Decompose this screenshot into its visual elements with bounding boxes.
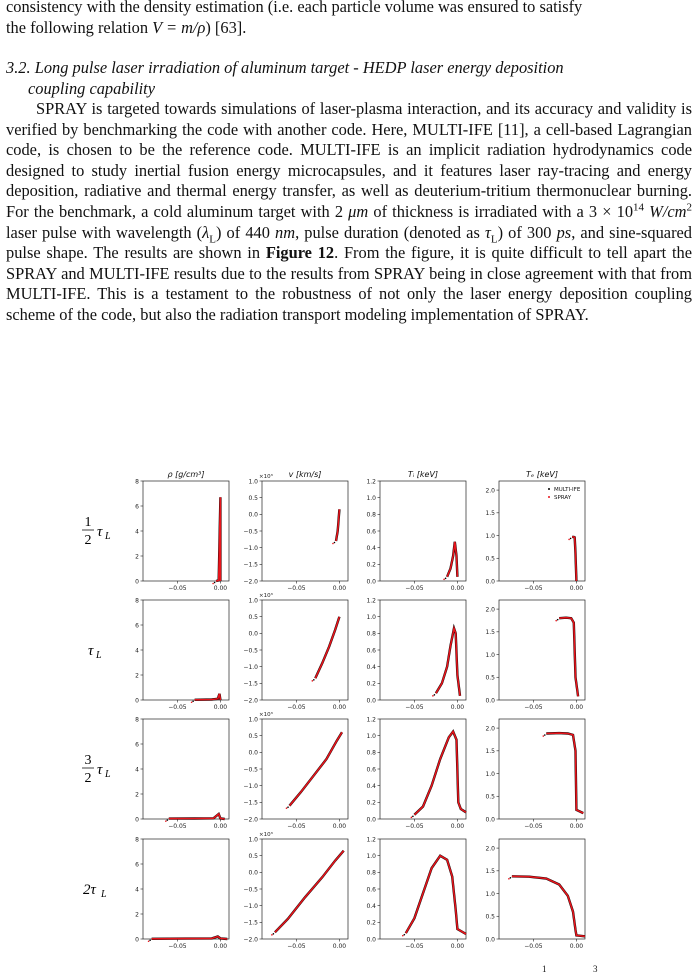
x-tick-label: 0.00: [569, 704, 584, 711]
y-tick-label: 0.5: [248, 613, 258, 621]
body-text-4: ) of 440: [215, 222, 276, 242]
y-tick-label: 0.5: [248, 852, 258, 860]
multi-ife-point: [334, 542, 336, 544]
y-tick-label: 0.5: [485, 793, 495, 801]
unit-um: μm: [348, 201, 369, 221]
axes-frame: [143, 481, 229, 581]
multi-ife-point: [167, 819, 169, 821]
x-tick-label: 0.00: [332, 943, 347, 950]
y-tick-label: 1.5: [485, 748, 495, 756]
legend-label-spray: SPRAY: [554, 495, 572, 501]
row-label-subscript: L: [105, 531, 111, 542]
y-tick-label: −0.5: [243, 528, 258, 536]
x-tick-label: 0.00: [450, 823, 465, 830]
row-label: [82, 515, 111, 548]
x-tick-label: 0.00: [569, 823, 584, 830]
x-tick-label: 0.00: [450, 585, 465, 592]
y-tick-label: 0.2: [366, 680, 376, 688]
multi-ife-point: [214, 582, 216, 584]
spray-series: [512, 876, 585, 936]
y-tick-label: 0: [135, 816, 139, 824]
axes-frame: [499, 600, 585, 700]
x-tick-label: 0.00: [213, 943, 228, 950]
y-tick-label: −1.0: [243, 663, 258, 671]
spray-point: [402, 935, 404, 937]
y-tick-label: 0.8: [366, 511, 376, 519]
y-tick-label: 0.6: [366, 528, 376, 536]
axes-frame: [499, 481, 585, 581]
body-text-3: laser pulse with wavelength (: [6, 222, 203, 242]
axis-scale-label: ×10³: [259, 712, 273, 718]
x-tick-label: 0.00: [332, 704, 347, 711]
spray-point: [543, 735, 545, 737]
row-label-subscript: L: [101, 889, 107, 900]
y-tick-label: 0.0: [248, 749, 258, 757]
exponent-2: 2: [686, 201, 692, 214]
legend-label-multi-ife: MULTI-IFE: [554, 487, 581, 493]
spray-series: [414, 732, 466, 815]
multi-ife-point: [404, 934, 406, 936]
x-tick-label: −0.05: [168, 704, 187, 711]
body-text-2: of thickness is irradiated with a 3 × 10: [368, 201, 634, 221]
y-tick-label: 0.6: [366, 766, 376, 774]
axes-frame: [499, 839, 585, 939]
y-tick-label: 1.2: [366, 836, 376, 844]
axes-frame: [143, 839, 229, 939]
body-text-7: , and sine-squared pulse shape. The results are shown in: [6, 222, 693, 263]
multi-ife-series: [572, 537, 576, 581]
y-tick-label: 6: [135, 861, 139, 869]
y-tick-label: 1.0: [366, 494, 376, 502]
x-tick-label: −0.05: [405, 704, 424, 711]
subplot: [243, 831, 348, 950]
axis-scale-label: ×10³: [259, 832, 273, 838]
axes-frame: [262, 600, 348, 700]
subplot: [243, 711, 348, 830]
y-tick-label: 1.0: [248, 716, 258, 724]
y-tick-label: 0.8: [366, 869, 376, 877]
x-tick-label: 0.00: [213, 823, 228, 830]
y-tick-label: 0.6: [366, 647, 376, 655]
y-tick-label: −1.5: [243, 561, 258, 569]
figure-reference: Figure 12: [265, 243, 335, 263]
lambda-subscript: L: [209, 232, 216, 245]
spray-series: [336, 509, 339, 541]
axes-frame: [380, 719, 466, 819]
subplot: [366, 716, 466, 830]
body-text-6: ) of 300: [497, 222, 557, 242]
y-tick-label: 0.8: [366, 749, 376, 757]
y-tick-label: −0.5: [243, 647, 258, 655]
legend-marker-multi-ife: [548, 488, 550, 490]
axes-frame: [262, 481, 348, 581]
y-tick-label: 0.0: [248, 511, 258, 519]
spray-point: [212, 583, 214, 585]
x-tick-label: 0.00: [569, 943, 584, 950]
subplot: [485, 600, 585, 711]
x-tick-label: −0.05: [287, 943, 306, 950]
y-tick-label: −1.5: [243, 680, 258, 688]
x-tick-label: 0.00: [332, 823, 347, 830]
multi-ife-series: [447, 542, 457, 577]
multi-ife-series: [315, 617, 339, 679]
y-tick-label: 1.0: [366, 732, 376, 740]
y-tick-label: 8: [135, 478, 139, 486]
x-tick-label: 0.00: [450, 704, 465, 711]
y-tick-label: 0.0: [485, 578, 495, 586]
axes-frame: [262, 719, 348, 819]
y-tick-label: 0.4: [366, 902, 376, 910]
y-tick-label: 1.0: [366, 613, 376, 621]
multi-ife-series: [290, 732, 343, 805]
x-tick-label: 0.00: [569, 585, 584, 592]
subplot: [485, 719, 585, 830]
y-tick-label: 0.4: [366, 782, 376, 790]
axes-frame: [262, 839, 348, 939]
lambda-symbol: λ: [202, 222, 210, 242]
multi-ife-series: [546, 733, 583, 813]
y-tick-label: −0.5: [243, 886, 258, 894]
multi-ife-point: [313, 679, 315, 681]
row-label-symbol: 2τ: [83, 882, 96, 898]
legend: [548, 487, 581, 501]
x-tick-label: 0.00: [213, 704, 228, 711]
y-tick-label: 2.0: [485, 725, 495, 733]
multi-ife-point: [192, 700, 194, 702]
y-tick-label: −1.0: [243, 782, 258, 790]
spray-series: [169, 814, 225, 819]
y-tick-label: 0: [135, 578, 139, 586]
multi-ife-series: [559, 618, 578, 697]
spray-point: [148, 940, 150, 942]
body-paragraph: [6, 99, 692, 326]
y-tick-label: −2.0: [243, 697, 258, 705]
spray-point: [555, 620, 557, 622]
y-tick-label: −1.0: [243, 902, 258, 910]
y-tick-label: 1.5: [485, 510, 495, 518]
y-tick-label: 1.5: [485, 868, 495, 876]
subplot: [243, 473, 348, 592]
multi-ife-point: [557, 619, 559, 621]
column-title: Tᵢ [keV]: [407, 470, 439, 479]
row-label-denominator: 2: [84, 771, 92, 786]
x-tick-label: −0.05: [405, 585, 424, 592]
multi-ife-point: [570, 538, 572, 540]
multi-ife-point: [412, 816, 414, 818]
x-tick-label: −0.05: [405, 943, 424, 950]
subplot: [135, 597, 229, 711]
spray-series: [152, 937, 228, 940]
y-tick-label: 0.0: [248, 630, 258, 638]
exponent-14: 14: [633, 201, 645, 214]
spray-point: [432, 695, 434, 697]
y-tick-label: 1.5: [485, 629, 495, 637]
y-tick-label: 1.0: [485, 532, 495, 540]
y-tick-label: 1.0: [248, 597, 258, 605]
y-tick-label: 0.2: [366, 799, 376, 807]
prev-paragraph: [6, 0, 692, 38]
y-tick-label: 1.0: [248, 478, 258, 486]
prev-paragraph-citation: ) [63].: [205, 17, 247, 37]
section-title-line1: Long pulse laser irradiation of aluminum target - HEDP laser energy deposition: [34, 58, 564, 77]
axes-frame: [380, 481, 466, 581]
footer-fragment-1: 1: [542, 964, 547, 974]
section-number: 3.2.: [6, 58, 31, 77]
multi-ife-series: [152, 937, 228, 940]
y-tick-label: 8: [135, 836, 139, 844]
y-tick-label: 0.0: [248, 869, 258, 877]
spray-series: [447, 542, 457, 577]
y-tick-label: 0.5: [248, 732, 258, 740]
multi-ife-series: [414, 732, 466, 815]
y-tick-label: 1.2: [366, 716, 376, 724]
spray-point: [443, 579, 445, 581]
x-tick-label: 0.00: [332, 585, 347, 592]
row-label-symbol: τ: [88, 643, 94, 659]
x-tick-label: −0.05: [287, 704, 306, 711]
spray-point: [568, 539, 570, 541]
y-tick-label: 0.4: [366, 544, 376, 552]
multi-ife-point: [273, 933, 275, 935]
row-label: [82, 753, 111, 786]
multi-ife-series: [336, 509, 339, 541]
y-tick-label: 0.5: [485, 674, 495, 682]
y-tick-label: 8: [135, 716, 139, 724]
y-tick-label: 1.2: [366, 478, 376, 486]
spray-series: [290, 732, 343, 805]
axes-frame: [143, 600, 229, 700]
x-tick-label: −0.05: [168, 943, 187, 950]
x-tick-label: −0.05: [287, 585, 306, 592]
y-tick-label: 1.0: [366, 852, 376, 860]
spray-point: [411, 817, 413, 819]
y-tick-label: 0.6: [366, 886, 376, 894]
row-label-denominator: 2: [84, 533, 92, 548]
spray-series: [572, 537, 576, 581]
y-tick-label: 2.0: [485, 606, 495, 614]
multi-ife-point: [287, 806, 289, 808]
axes-frame: [380, 839, 466, 939]
multi-ife-series: [512, 876, 585, 936]
y-tick-label: 0.5: [485, 913, 495, 921]
row-label-subscript: L: [96, 650, 102, 661]
row-label-numerator: 1: [84, 515, 92, 530]
axes-frame: [499, 719, 585, 819]
subplot: [243, 592, 348, 711]
y-tick-label: 0: [135, 697, 139, 705]
x-tick-label: −0.05: [524, 943, 543, 950]
subplot: [135, 478, 229, 592]
subplot: [135, 716, 229, 830]
y-tick-label: 2.0: [485, 487, 495, 495]
y-tick-label: 0.0: [366, 936, 376, 944]
spray-point: [508, 878, 510, 880]
y-tick-label: 0.5: [248, 494, 258, 502]
spray-series: [195, 694, 221, 700]
y-tick-label: −2.0: [243, 936, 258, 944]
y-tick-label: −1.5: [243, 919, 258, 927]
y-tick-label: −2.0: [243, 578, 258, 586]
row-label-numerator: 3: [84, 753, 92, 768]
multi-ife-point: [149, 939, 151, 941]
unit-nm: nm: [275, 222, 296, 242]
x-tick-label: −0.05: [405, 823, 424, 830]
y-tick-label: 6: [135, 741, 139, 749]
body-text-1: SPRAY is targeted towards simulations of laser-plasma interaction, and its accuracy and validity is verified by benchmarking the code with another code. Here, MULTI-IFE [11], a cell-based Lagrangian code, is chosen to be the reference code. MULTI-IFE is an implicit radiation hydrodynamics code designed to study inertial fusion energy microcapsules, and it features laser ray-tracing and energy deposition, radiative and thermal energy transfer, as well as deuterium-tritium thermonuclear burning. For the benchmark, a cold aluminum target with 2: [6, 99, 692, 221]
spray-point: [286, 807, 288, 809]
subplot: [366, 478, 466, 592]
row-label: [88, 643, 102, 661]
column-title: v [km/s]: [288, 470, 322, 479]
x-tick-label: −0.05: [168, 823, 187, 830]
unit-ps: ps: [556, 222, 572, 242]
subplot: [366, 597, 466, 711]
y-tick-label: 0.0: [366, 697, 376, 705]
y-tick-label: −0.5: [243, 766, 258, 774]
y-tick-label: 2: [135, 672, 139, 680]
section-title-line2: coupling capability: [28, 78, 156, 98]
y-tick-label: 0.5: [485, 555, 495, 563]
spray-series: [546, 733, 583, 813]
subplot: [135, 836, 229, 950]
subplot: [485, 481, 585, 592]
y-tick-label: 0.0: [366, 816, 376, 824]
axis-scale-label: ×10³: [259, 474, 273, 480]
y-tick-label: −1.0: [243, 544, 258, 552]
column-title: Tₑ [keV]: [525, 470, 559, 479]
prev-paragraph-line2: the following relation: [6, 17, 153, 37]
unit-wcm: W/cm: [649, 201, 687, 221]
x-tick-label: −0.05: [287, 823, 306, 830]
multi-ife-series: [275, 851, 344, 933]
multi-ife-series: [216, 497, 220, 581]
y-tick-label: −1.5: [243, 799, 258, 807]
row-label: [83, 882, 107, 900]
y-tick-label: 4: [135, 886, 139, 894]
y-tick-label: 1.0: [485, 651, 495, 659]
y-tick-label: 6: [135, 503, 139, 511]
subplot: [366, 836, 466, 950]
legend-marker-spray: [548, 496, 550, 498]
subplot: [485, 839, 585, 950]
y-tick-label: 0.2: [366, 919, 376, 927]
spray-point: [191, 701, 193, 703]
spray-series: [436, 628, 460, 696]
y-tick-label: 2: [135, 911, 139, 919]
spray-point: [312, 680, 314, 682]
multi-ife-point: [434, 694, 436, 696]
multi-ife-point: [445, 578, 447, 580]
spray-series: [275, 851, 344, 933]
spray-point: [165, 820, 167, 822]
x-tick-label: −0.05: [524, 585, 543, 592]
spray-series: [216, 497, 220, 581]
x-tick-label: 0.00: [213, 585, 228, 592]
y-tick-label: 0.0: [485, 816, 495, 824]
y-tick-label: 0.0: [485, 697, 495, 705]
spray-point: [332, 543, 334, 545]
prev-paragraph-line1: consistency with the density estimation (i.e. each particle volume was ensured to satisfy: [6, 0, 583, 16]
row-label-subscript: L: [105, 769, 111, 780]
tau-symbol: τ: [484, 222, 491, 242]
spray-series: [559, 618, 578, 697]
x-tick-label: −0.05: [524, 823, 543, 830]
y-tick-label: 1.0: [485, 890, 495, 898]
multi-ife-series: [195, 694, 221, 700]
row-label-symbol: τ: [97, 524, 103, 540]
y-tick-label: 2: [135, 791, 139, 799]
multi-ife-series: [169, 814, 225, 819]
y-tick-label: 1.0: [248, 836, 258, 844]
axes-frame: [143, 719, 229, 819]
y-tick-label: 1.2: [366, 597, 376, 605]
footer-fragment-2: 3: [593, 964, 598, 974]
y-tick-label: 8: [135, 597, 139, 605]
y-tick-label: 2: [135, 553, 139, 561]
y-tick-label: −2.0: [243, 816, 258, 824]
y-tick-label: 4: [135, 647, 139, 655]
body-text-8: . From the figure, it is quite difficult to tell apart the SPRAY and MULTI-IFE results due to the results from SPRAY being in close agreement with that from MULTI-IFE. This is a testament to the robustness of not only the laser energy deposition coupling scheme of the code, but also the radiation transport modeling implementation of SPRAY.: [6, 243, 692, 324]
body-text-5: , pulse duration (denoted as: [295, 222, 485, 242]
y-tick-label: 2.0: [485, 845, 495, 853]
y-tick-label: 4: [135, 528, 139, 536]
multi-ife-point: [510, 877, 512, 879]
axes-frame: [380, 600, 466, 700]
y-tick-label: 0.8: [366, 630, 376, 638]
x-tick-label: −0.05: [168, 585, 187, 592]
tau-subscript: L: [490, 232, 498, 245]
y-tick-label: 0.4: [366, 663, 376, 671]
y-tick-label: 0.2: [366, 561, 376, 569]
y-tick-label: 1.0: [485, 770, 495, 778]
multi-ife-series: [436, 628, 460, 696]
x-tick-label: −0.05: [524, 704, 543, 711]
spray-series: [315, 617, 339, 679]
y-tick-label: 0.0: [366, 578, 376, 586]
y-tick-label: 6: [135, 622, 139, 630]
y-tick-label: 4: [135, 766, 139, 774]
spray-point: [271, 934, 273, 936]
y-tick-label: 0.0: [485, 936, 495, 944]
x-tick-label: 0.00: [450, 943, 465, 950]
multi-ife-series: [406, 856, 466, 934]
y-tick-label: 0: [135, 936, 139, 944]
axis-scale-label: ×10³: [259, 593, 273, 599]
section-heading: [6, 58, 692, 99]
multi-ife-point: [544, 734, 546, 736]
column-title: ρ [g/cm³]: [167, 470, 205, 479]
volume-formula: V = m/ρ: [152, 17, 206, 37]
spray-series: [406, 856, 466, 934]
row-label-symbol: τ: [97, 762, 103, 778]
